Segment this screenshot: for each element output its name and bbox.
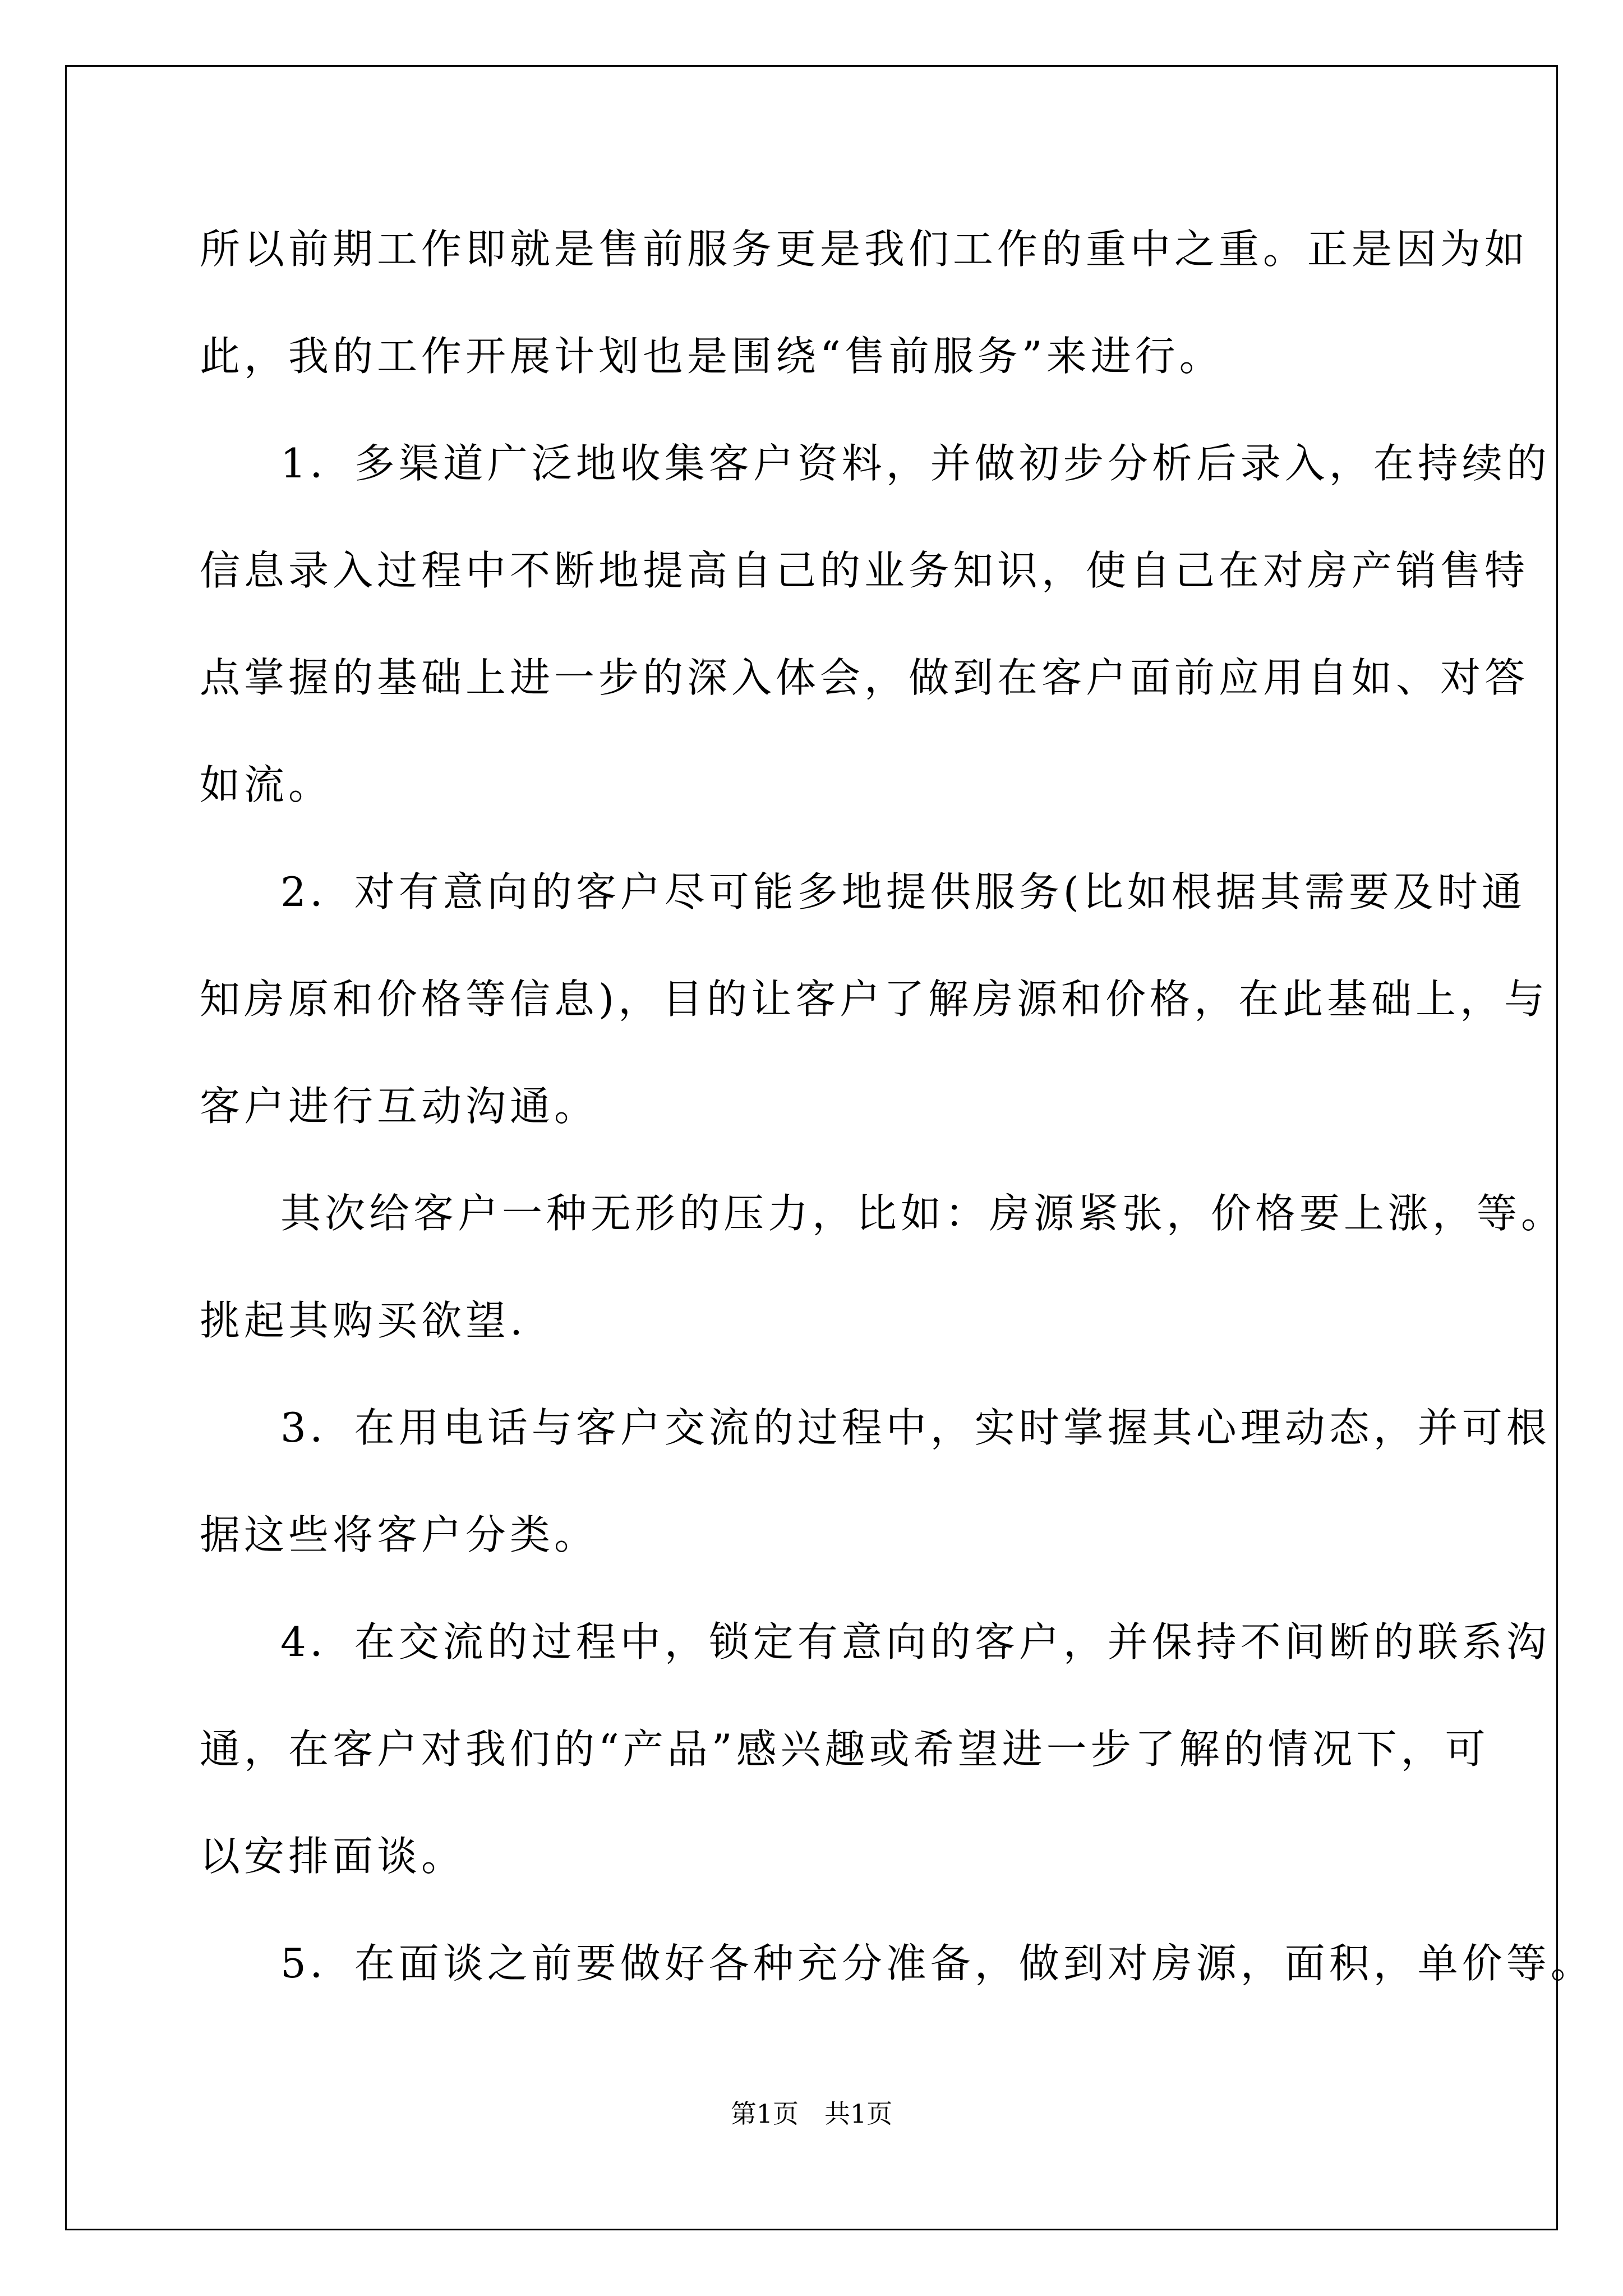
- text-line: 如流。: [200, 761, 333, 808]
- page-footer: 第1页 共1页: [730, 2099, 893, 2129]
- text-line: 信息录入过程中不断地提高自己的业务知识，使自己在对房产销售特: [200, 547, 1529, 594]
- text-line: 3．在用电话与客户交流的过程中，实时掌握其心理动态，并可根: [280, 1404, 1551, 1451]
- text-line: 点掌握的基础上进一步的深入体会，做到在客户面前应用自如、对答: [200, 654, 1529, 701]
- text-line: 所以前期工作即就是售前服务更是我们工作的重中之重。正是因为如: [200, 226, 1529, 273]
- text-line: 知房原和价格等信息)，目的让客户了解房源和价格，在此基础上，与: [200, 976, 1549, 1023]
- text-line: 此，我的工作开展计划也是围绕“售前服务”来进行。: [200, 333, 1224, 380]
- text-line: 5．在面谈之前要做好各种充分准备，做到对房源，面积，单价等。: [280, 1940, 1595, 1987]
- page-border: [65, 65, 1558, 2230]
- text-line: 以安排面谈。: [200, 1833, 466, 1880]
- text-line: 客户进行互动沟通。: [200, 1083, 599, 1130]
- text-line: 4．在交流的过程中，锁定有意向的客户，并保持不间断的联系沟: [280, 1618, 1551, 1665]
- text-line: 1．多渠道广泛地收集客户资料，并做初步分析后录入，在持续的: [280, 440, 1551, 487]
- text-line: 其次给客户一种无形的压力，比如：房源紧张，价格要上涨，等。: [280, 1190, 1566, 1237]
- text-line: 2．对有意向的客户尽可能多地提供服务(比如根据其需要及时通: [280, 868, 1526, 915]
- text-line: 通，在客户对我们的“产品”感兴趣或希望进一步了解的情况下，可: [200, 1726, 1490, 1773]
- text-line: 据这些将客户分类。: [200, 1511, 599, 1558]
- text-line: 挑起其购买欲望.: [200, 1297, 527, 1344]
